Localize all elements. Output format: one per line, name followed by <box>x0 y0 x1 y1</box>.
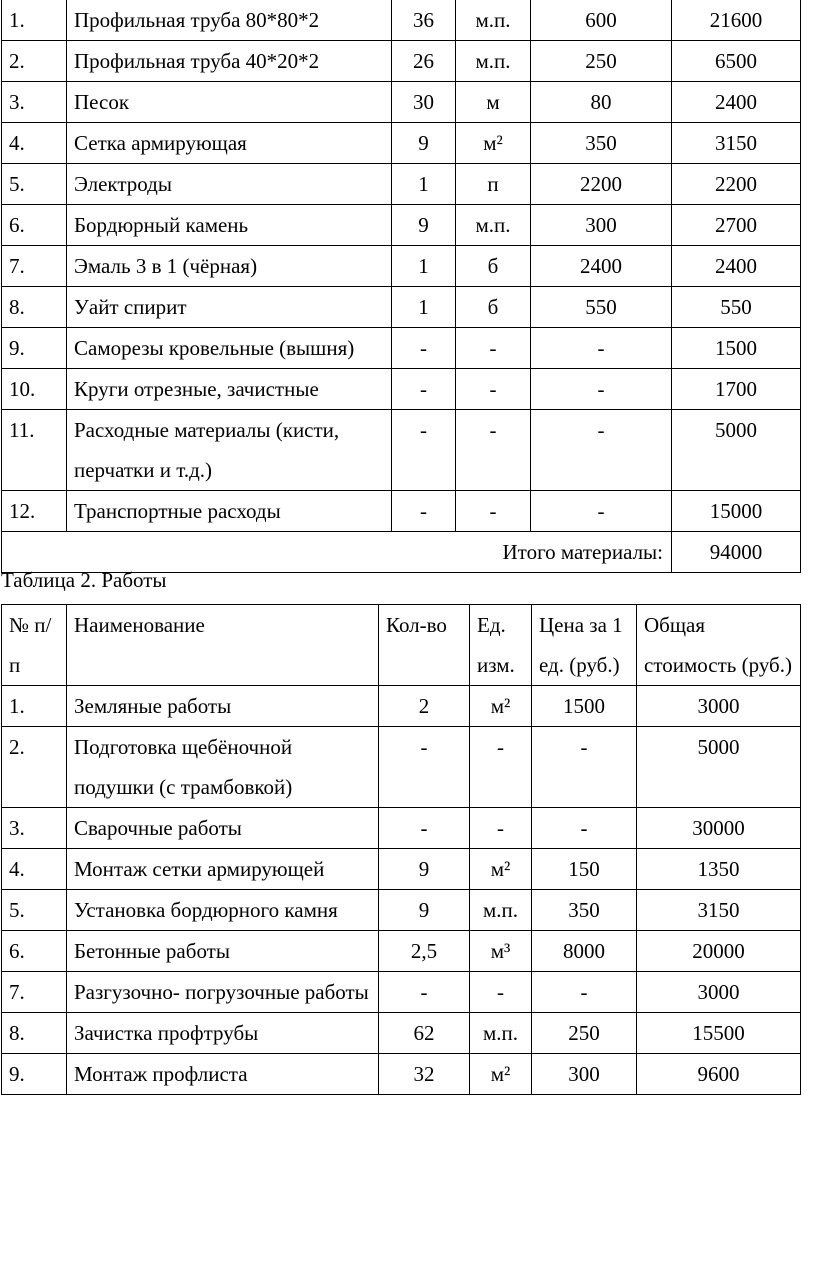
row-number: 1. <box>2 686 67 727</box>
header-price: Цена за 1 ед. (руб.) <box>532 605 637 686</box>
unit: м <box>456 82 531 123</box>
unit-price: 350 <box>531 123 672 164</box>
unit: м.п. <box>456 0 531 41</box>
item-name: Зачистка профтрубы <box>67 1013 379 1054</box>
table-row <box>2 328 801 369</box>
unit: м.п. <box>456 41 531 82</box>
quantity: 26 <box>392 41 456 82</box>
total-cost: 1500 <box>672 328 801 369</box>
unit: м.п. <box>470 1013 532 1054</box>
row-number: 6. <box>2 931 67 972</box>
unit-price: - <box>532 727 637 808</box>
quantity: 2,5 <box>379 931 470 972</box>
total-cost: 20000 <box>637 931 801 972</box>
total-cost: 2400 <box>672 82 801 123</box>
quantity: 1 <box>392 246 456 287</box>
total-cost: 15500 <box>637 1013 801 1054</box>
unit-price: - <box>531 369 672 410</box>
total-cost: 6500 <box>672 41 801 82</box>
unit: - <box>470 727 532 808</box>
unit-price: 300 <box>532 1054 637 1095</box>
total-cost: 5000 <box>637 727 801 808</box>
quantity: - <box>392 410 456 491</box>
item-name: Разгузочно- погрузочные работы <box>67 972 379 1013</box>
item-name: Электроды <box>67 164 392 205</box>
table-row <box>2 41 801 82</box>
unit-price: 600 <box>531 0 672 41</box>
total-cost: 9600 <box>637 1054 801 1095</box>
quantity: 32 <box>379 1054 470 1095</box>
row-number: 9. <box>2 328 67 369</box>
quantity: 30 <box>392 82 456 123</box>
row-number: 12. <box>2 491 67 532</box>
row-number: 2. <box>2 727 67 808</box>
row-number: 5. <box>2 890 67 931</box>
row-number: 3. <box>2 82 67 123</box>
row-number: 4. <box>2 849 67 890</box>
item-name: Сварочные работы <box>67 808 379 849</box>
unit-price: 80 <box>531 82 672 123</box>
table-row <box>2 123 801 164</box>
total-cost: 1350 <box>637 849 801 890</box>
header-number: № п/п <box>2 605 67 686</box>
quantity: - <box>392 328 456 369</box>
header-name: Наименование <box>67 605 379 686</box>
unit: б <box>456 246 531 287</box>
materials-table <box>1 0 801 573</box>
row-number: 4. <box>2 123 67 164</box>
item-name: Бордюрный камень <box>67 205 392 246</box>
total-cost: 21600 <box>672 0 801 41</box>
unit: м² <box>470 849 532 890</box>
unit-price: 150 <box>532 849 637 890</box>
table-row <box>2 287 801 328</box>
item-name: Круги отрезные, зачистные <box>67 369 392 410</box>
quantity: 1 <box>392 164 456 205</box>
header-qty: Кол-во <box>379 605 470 686</box>
table-row <box>2 808 801 849</box>
quantity: - <box>392 369 456 410</box>
total-cost: 30000 <box>637 808 801 849</box>
unit: м³ <box>470 931 532 972</box>
total-cost: 3000 <box>637 686 801 727</box>
row-number: 11. <box>2 410 67 491</box>
total-cost: 15000 <box>672 491 801 532</box>
row-number: 5. <box>2 164 67 205</box>
table-row <box>2 686 801 727</box>
item-name: Профильная труба 40*20*2 <box>67 41 392 82</box>
header-unit: Ед. изм. <box>470 605 532 686</box>
unit: - <box>456 369 531 410</box>
works-table-caption: Таблица 2. Работы <box>1 568 167 592</box>
total-label: Итого материалы: <box>2 532 672 573</box>
table-row <box>2 727 801 808</box>
total-cost: 3150 <box>672 123 801 164</box>
unit: - <box>470 808 532 849</box>
table-row <box>2 164 801 205</box>
unit-price: 2400 <box>531 246 672 287</box>
item-name: Монтаж сетки армирующей <box>67 849 379 890</box>
quantity: - <box>379 972 470 1013</box>
item-name: Эмаль 3 в 1 (чёрная) <box>67 246 392 287</box>
total-cost: 550 <box>672 287 801 328</box>
item-name: Земляные работы <box>67 686 379 727</box>
unit: - <box>456 328 531 369</box>
quantity: 9 <box>379 890 470 931</box>
unit-price: 8000 <box>532 931 637 972</box>
table-row <box>2 82 801 123</box>
unit-price: - <box>531 491 672 532</box>
works-header-row <box>2 605 801 686</box>
quantity: - <box>379 727 470 808</box>
row-number: 8. <box>2 1013 67 1054</box>
table-row <box>2 1013 801 1054</box>
unit-price: 1500 <box>532 686 637 727</box>
table-row <box>2 410 801 491</box>
quantity: 2 <box>379 686 470 727</box>
total-value: 94000 <box>672 532 801 573</box>
table-row <box>2 1054 801 1095</box>
row-number: 1. <box>2 0 67 41</box>
works-table <box>1 604 801 1095</box>
table-row <box>2 890 801 931</box>
table-row <box>2 972 801 1013</box>
unit-price: 250 <box>531 41 672 82</box>
row-number: 6. <box>2 205 67 246</box>
unit: м² <box>456 123 531 164</box>
item-name: Расходные материалы (кисти, перчатки и т.д.) <box>67 410 392 491</box>
unit-price: 350 <box>532 890 637 931</box>
item-name: Транспортные расходы <box>67 491 392 532</box>
item-name: Уайт спирит <box>67 287 392 328</box>
unit: б <box>456 287 531 328</box>
row-number: 3. <box>2 808 67 849</box>
unit-price: 250 <box>532 1013 637 1054</box>
unit-price: 550 <box>531 287 672 328</box>
unit: м² <box>470 1054 532 1095</box>
total-cost: 5000 <box>672 410 801 491</box>
total-cost: 3000 <box>637 972 801 1013</box>
item-name: Установка бордюрного камня <box>67 890 379 931</box>
row-number: 9. <box>2 1054 67 1095</box>
item-name: Монтаж профлиста <box>67 1054 379 1095</box>
unit: - <box>470 972 532 1013</box>
unit-price: - <box>531 328 672 369</box>
unit-price: - <box>532 972 637 1013</box>
item-name: Профильная труба 80*80*2 <box>67 0 392 41</box>
quantity: 9 <box>392 123 456 164</box>
unit-price: 2200 <box>531 164 672 205</box>
table-row <box>2 0 801 41</box>
quantity: - <box>379 808 470 849</box>
table-row <box>2 849 801 890</box>
item-name: Саморезы кровельные (вышня) <box>67 328 392 369</box>
total-cost: 1700 <box>672 369 801 410</box>
total-cost: 2400 <box>672 246 801 287</box>
quantity: 62 <box>379 1013 470 1054</box>
total-cost: 3150 <box>637 890 801 931</box>
unit-price: - <box>532 808 637 849</box>
table-row <box>2 491 801 532</box>
quantity: 1 <box>392 287 456 328</box>
total-cost: 2200 <box>672 164 801 205</box>
row-number: 10. <box>2 369 67 410</box>
quantity: 36 <box>392 0 456 41</box>
row-number: 7. <box>2 246 67 287</box>
item-name: Подготовка щебёночной подушки (с трамбовкой) <box>67 727 379 808</box>
row-number: 8. <box>2 287 67 328</box>
unit-price: - <box>531 410 672 491</box>
unit: м.п. <box>470 890 532 931</box>
item-name: Песок <box>67 82 392 123</box>
row-number: 7. <box>2 972 67 1013</box>
quantity: 9 <box>392 205 456 246</box>
table-row <box>2 369 801 410</box>
total-cost: 2700 <box>672 205 801 246</box>
header-total: Общая стоимость (руб.) <box>637 605 801 686</box>
table-row <box>2 931 801 972</box>
item-name: Бетонные работы <box>67 931 379 972</box>
unit: - <box>456 491 531 532</box>
item-name: Сетка армирующая <box>67 123 392 164</box>
quantity: 9 <box>379 849 470 890</box>
row-number: 2. <box>2 41 67 82</box>
table-row <box>2 205 801 246</box>
unit: м.п. <box>456 205 531 246</box>
unit-price: 300 <box>531 205 672 246</box>
unit: п <box>456 164 531 205</box>
unit: - <box>456 410 531 491</box>
table-row <box>2 246 801 287</box>
unit: м² <box>470 686 532 727</box>
quantity: - <box>392 491 456 532</box>
